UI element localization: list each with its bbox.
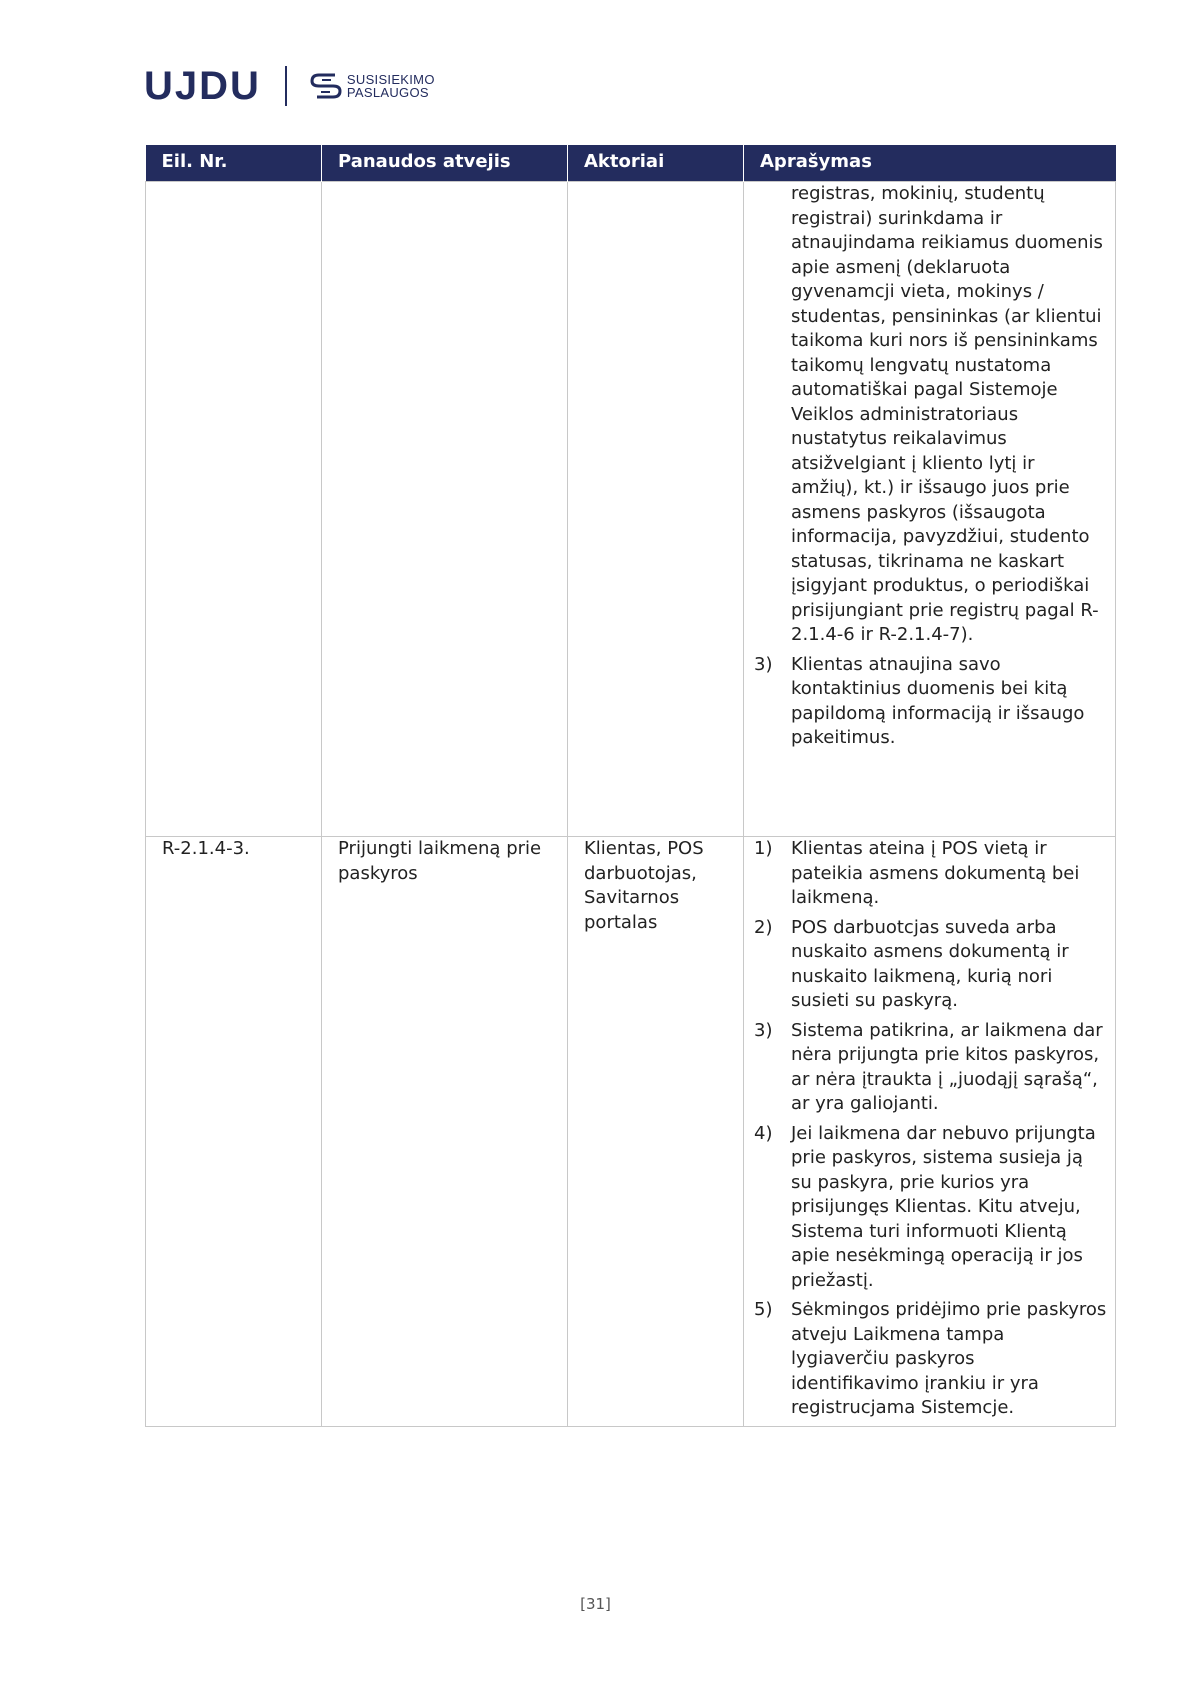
column-header-number: Eil. Nr.	[146, 145, 322, 182]
column-header-actors: Aktoriai	[568, 145, 744, 182]
logo-line-2: PASLAUGOS	[346, 85, 429, 100]
step-text: Klientas ateina į POS vietą ir pateikia asmens dokumentą bei laikmeną.	[791, 838, 1080, 908]
table-row	[146, 837, 1116, 1427]
row-use-case-cell	[322, 182, 568, 837]
step-number: 5)	[754, 1299, 773, 1320]
step-number: 3)	[754, 1019, 773, 1041]
list-item	[754, 653, 1107, 751]
step-text: Jei laikmena dar nebuvo prijungta prie paskyros, sistema susieja ją su paskyra, prie kurios yra prisijungęs Klientas. Kitu atveju, Sistema turi informuoti Klientą apie nesėkmingą operaciją ir jos priežastį.	[791, 1122, 1096, 1291]
logo-line-1: SUSISIEKIMO	[346, 72, 435, 87]
table-header-row	[146, 145, 1116, 182]
list-item	[754, 916, 1107, 1014]
ss-emblem-icon	[309, 71, 343, 101]
step-text: Klientas atnaujina savo kontaktinius duomenis bei kitą papildomą informaciją ir išsaugo pakeitimus.	[791, 653, 1085, 748]
row-number-cell: R-2.1.4-3.	[146, 837, 322, 1427]
step-text: Sėkmingos pridėjimo prie paskyros atveju Laikmena tampa lygiaverčiu paskyros identifikavimo įrankiu ir yra registrucjama Sistemcje.	[791, 1299, 1107, 1418]
column-header-use-case: Panaudos atvejis	[322, 145, 568, 182]
step-number: 4)	[754, 1122, 773, 1144]
step-number: 3)	[754, 653, 773, 675]
page-header	[144, 66, 435, 106]
row-description-cell	[744, 837, 1116, 1427]
judu-logo: UJDU	[144, 64, 261, 108]
row-actors-cell: Klientas, POS darbuotojas, Savitarnos portalas	[568, 837, 744, 1427]
use-case-table	[145, 145, 1116, 1427]
list-item	[754, 1122, 1107, 1294]
list-item	[754, 1019, 1107, 1117]
list-item	[754, 837, 1107, 911]
page-number: [31]	[580, 1595, 611, 1613]
description-continuation: registras, mokinių, studentų registrai) surinkdama ir atnaujindama reikiamus duomenis apie asmenį (deklaruota gyvenamcji vieta, mokinys / studentas, pensininkas (ar klientui taikoma kuri nors iš pensininkams taikomų lengvatų nustatoma automatiškai pagal Sistemoje Veiklos administratoriaus nustatytus reikalavimus atsižvelgiant į kliento lytį ir amžių), kt.) ir išsaugo juos prie asmens paskyros (išsaugota informacija, pavyzdžiui, studento statusas, tikrinama ne kaskart įsigyjant produktus, o periodiškai prisijungiant prie registrų pagal R-2.1.4-6 ir R-2.1.4-7).	[791, 183, 1103, 645]
step-number: 2)	[754, 916, 773, 938]
row-number-cell	[146, 182, 322, 837]
row-use-case-cell: Prijungti laikmeną prie paskyros	[322, 837, 568, 1427]
list-item	[754, 1298, 1107, 1421]
susisiekimo-paslaugos-logo	[309, 71, 435, 101]
step-text: Sistema patikrina, ar laikmena dar nėra prijungta prie kitos paskyros, ar nėra įtraukta į „juodąjį sąrašą“, ar yra galiojanti.	[791, 1019, 1103, 1114]
row-actors-cell	[568, 182, 744, 837]
step-text: POS darbuotcjas suveda arba nuskaito asmens dokumentą ir nuskaito laikmeną, kurią nori susieti su paskyrą.	[791, 916, 1069, 1011]
step-number: 1)	[754, 838, 773, 859]
table-row	[146, 182, 1116, 837]
row-description-cell	[744, 182, 1116, 837]
column-header-description: Aprašymas	[744, 145, 1116, 182]
logo-divider	[285, 66, 287, 106]
description-steps	[754, 837, 1107, 1421]
description-steps	[754, 653, 1107, 751]
